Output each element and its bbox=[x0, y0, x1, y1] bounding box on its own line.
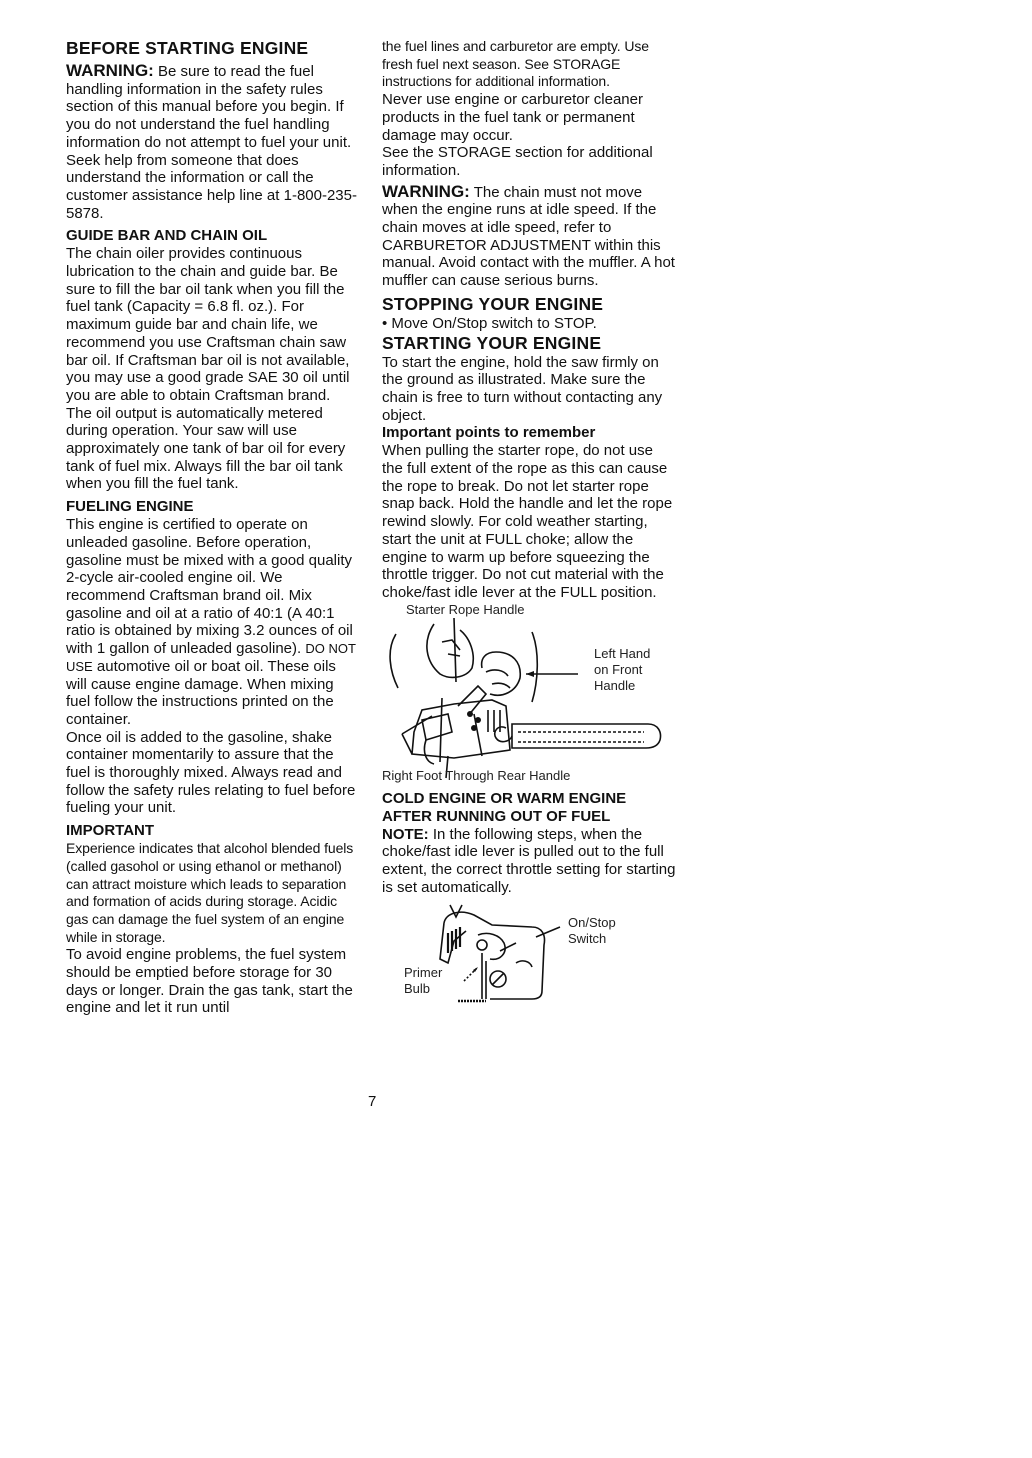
stopping-heading: STOPPING YOUR ENGINE bbox=[382, 293, 604, 314]
important-text-2: To avoid engine problems, the fuel system should be emptied before storage for 30 days or longer. Drain the gas tank, start the engine and let it run until bbox=[66, 946, 353, 1017]
note-label: NOTE: bbox=[382, 825, 429, 843]
cold-engine-heading-1: COLD ENGINE OR WARM ENGINE bbox=[382, 789, 627, 807]
primer-bulb-label-2: Bulb bbox=[404, 980, 431, 996]
warning-text-2: The chain must not move when the engine runs at idle speed. If the chain moves at idle speed, refer to CARBURETOR ADJUSTMENT within this manual. Avoid contact with the muffler. A hot muffler can cause serious burns. bbox=[382, 183, 675, 290]
on-stop-label-1: On/Stop bbox=[568, 914, 616, 930]
right-foot-label: Right Foot Through Rear Handle bbox=[382, 767, 571, 783]
note-text: In the following steps, when the choke/fast idle lever is pulled out to the full extent, the correct throttle setting for starting is set automatically. bbox=[382, 825, 676, 896]
important-heading: IMPORTANT bbox=[66, 822, 155, 840]
warning-paragraph bbox=[66, 62, 360, 222]
starting-heading: STARTING YOUR ENGINE bbox=[382, 332, 602, 353]
warning-paragraph-2 bbox=[382, 183, 676, 290]
fueling-text-1b: automotive oil or boat oil. These oils will cause engine damage. When mixing fuel follow the instructions printed on the container. bbox=[66, 657, 336, 728]
on-stop-label-2: Switch bbox=[568, 930, 607, 946]
starter-rope-label: Starter Rope Handle bbox=[406, 601, 525, 617]
stopping-bullet: • Move On/Stop switch to STOP. bbox=[382, 314, 597, 332]
never-text: Never use engine or carburetor cleaner products in the fuel tank or permanent damage may occur. bbox=[382, 91, 643, 144]
warning-text: Be sure to read the fuel handling information in the safety rules section of this manual before you begin. If you do not understand the fuel handling information do not attempt to fuel your unit. Seek help from someone that does understand the information or call the customer assistance help line at 1-800-235-5878. bbox=[66, 63, 357, 222]
primer-bulb-label-1: Primer bbox=[404, 964, 443, 980]
starting-text: To start the engine, hold the saw firmly on the ground as illustrated. Make sure the chain is free to turn without contacting any object. bbox=[382, 353, 663, 424]
fueling-text-1 bbox=[66, 516, 360, 728]
continued-text: the fuel lines and carburetor are empty. Use fresh fuel next season. See STORAGE instructions for additional information. bbox=[382, 38, 649, 90]
left-column bbox=[66, 38, 360, 1017]
before-starting-heading: BEFORE STARTING ENGINE bbox=[66, 38, 309, 58]
oil-heading: GUIDE BAR AND CHAIN OIL bbox=[66, 227, 268, 245]
warning-label-2: WARNING: bbox=[382, 181, 470, 201]
starting-figure bbox=[382, 602, 676, 784]
fueling-text-1a: This engine is certified to operate on unleaded gasoline. Before operation, gasoline must be mixed with a good quality 2-cycle air-cooled engine oil. We recommend Craftsman brand oil. Mix gasoline and oil at a ratio of 40:1 (A 40:1 ratio is obtained by mixing 3.2 ounces of oil with 1 gallon of unleaded gasoline). bbox=[66, 516, 353, 658]
fueling-text-3: Once oil is added to the gasoline, shake container momentarily to assure that the fuel is thoroughly mixed. Always read and follow the safety rules relating to fuel before fueling your unit. bbox=[66, 728, 356, 817]
important-text-1: Experience indicates that alcohol blended fuels (called gasohol or using ethanol or methanol) can attract moisture which leads to separation and formation of acids during storage. Acidic gas can damage the fuel system of an engine while in storage. bbox=[66, 840, 354, 945]
do-not-use: DO NOT USE bbox=[66, 641, 356, 674]
page-number: 7 bbox=[368, 1093, 377, 1110]
left-hand-label-2: on Front bbox=[594, 661, 643, 677]
points-heading: Important points to remember bbox=[382, 424, 596, 442]
cold-engine-heading-2: AFTER RUNNING OUT OF FUEL bbox=[382, 807, 611, 825]
oil-text: The chain oiler provides continuous lubrication to the chain and guide bar. Be sure to fill the bar oil tank when you fill the fuel tank (Capacity = 6.8 fl. oz.). For maximum guide bar and chain life, we recommend you use Craftsman chain saw bar oil. If Craftsman bar oil is not available, you may use a good grade SAE 30 oil until you are able to obtain Craftsman brand. The oil output is automatically metered during operation. Your saw will use approximately one tank of bar oil for every tank of fuel mix. Always fill the bar oil tank when you fill the fuel tank. bbox=[66, 245, 350, 493]
points-text: When pulling the starter rope, do not use the full extent of the rope as this can cause the rope to break. Do not let starter rope snap back. Hold the handle and let the rope rewind slowly. For cold weather starting, start the unit at FULL choke; allow the engine to warm up before squeezing the throttle trigger. Do not cut material with the choke/fast idle lever at the FULL position. bbox=[382, 442, 673, 601]
left-hand-label-3: Handle bbox=[594, 677, 636, 693]
fueling-heading: FUELING ENGINE bbox=[66, 498, 194, 516]
note-paragraph bbox=[382, 826, 676, 897]
warning-label: WARNING: bbox=[66, 61, 154, 80]
see-storage-text: See the STORAGE section for additional information. bbox=[382, 144, 653, 179]
switch-figure bbox=[382, 901, 676, 1011]
right-column bbox=[382, 38, 676, 1011]
left-hand-label-1: Left Hand bbox=[594, 645, 651, 661]
